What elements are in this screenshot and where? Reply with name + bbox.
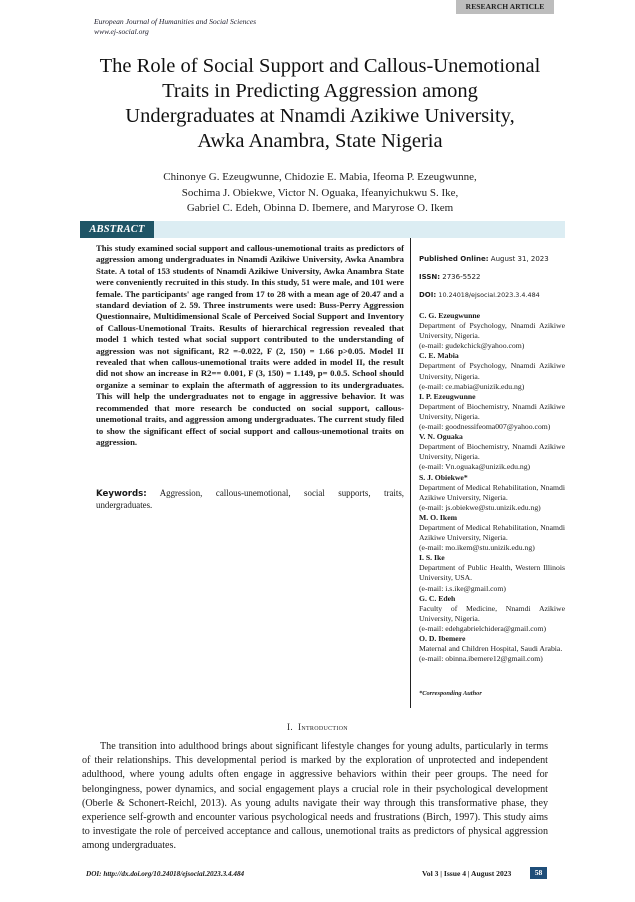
page-number: 58 — [530, 867, 547, 879]
affiliation-name: M. O. Ikem — [419, 512, 458, 522]
title-line: Awka Anambra, State Nigeria — [197, 130, 443, 152]
journal-name: European Journal of Humanities and Social Sciences — [94, 17, 257, 26]
affiliation-name: C. E. Mabia — [419, 351, 459, 361]
affiliation-email[interactable]: (e-mail: goodnessifeoma007@yahoo.com) — [419, 422, 551, 432]
introduction-paragraph: The transition into adulthood brings about significant lifestyle changes for young adults, particularly in terms of their relationships. This developmental period is marked by the exploration of unprotected and independent adulthood, where young adults often engage in aggressive behaviors within their peer groups. The need for belongingness, power dynamics, and social engagement plays a crucial role in their psychological development (Oberle & Schonert-Reichl, 2013). As young adults navigate their way through this transformative phase, they experience self-growth and encounter various psychological needs and frustrations (Birch, 1997). This study aims to investigate the role of perceived acceptance and callous, unemotional traits as predictors of physical aggression among undergraduates. — [82, 741, 548, 852]
affiliation-dept: Department of Biochemistry, Nnamdi Azikiwe University, Nigeria. — [419, 442, 565, 462]
affiliation-entry — [419, 392, 565, 432]
doi-label: DOI: — [419, 291, 437, 299]
authors-line: Gabriel C. Edeh, Obinna D. Ibemere, and Maryrose O. Ikem — [186, 202, 454, 214]
title-line: Traits in Predicting Aggression among — [162, 80, 478, 102]
affiliation-dept: Department of Medical Rehabilitation, Nnamdi Azikiwe University, Nigeria. — [419, 482, 565, 502]
paper-title — [60, 54, 580, 154]
affiliation-dept: Faculty of Medicine, Nnamdi Azikiwe University, Nigeria. — [419, 603, 565, 623]
affiliation-email[interactable]: (e-mail: ce.mabia@unizik.edu.ng) — [419, 381, 525, 391]
affiliation-entry — [419, 553, 565, 593]
affiliation-name: S. J. Obiekwe* — [419, 472, 468, 482]
section-title: Introduction — [298, 722, 348, 732]
affiliation-dept: Department of Psychology, Nnamdi Azikiwe University, Nigeria. — [419, 321, 565, 341]
journal-header — [94, 17, 256, 36]
affiliation-dept: Department of Public Health, Western Illinois University, USA. — [419, 563, 565, 583]
title-line: Undergraduates at Nnamdi Azikiwe University, — [125, 105, 515, 127]
keywords — [96, 488, 404, 511]
authors-line: Chinonye G. Ezeugwunne, Chidozie E. Mabia, Ifeoma P. Ezeugwunne, — [163, 171, 477, 183]
keywords-value: Aggression, callous-unemotional, social supports, traits, undergraduates. — [96, 488, 405, 510]
published-online — [419, 255, 565, 264]
affiliation-entry — [419, 473, 565, 513]
affiliation-email[interactable]: (e-mail: mo.ikem@stu.unizik.edu.ng) — [419, 543, 535, 553]
publication-meta — [419, 255, 565, 309]
author-list — [100, 170, 540, 217]
abstract-text: This study examined social support and callous-unemotional traits as predictors of aggression among undergraduates in Nnamdi Azikiwe University, Awka Anambra State. A total of 153 students of Nnamdi Azikiwe University, Awka Anambra State were conveniently recruited in this study. In this study, 51 were male, and 101 were female. The participants' age ranged from 17 to 28 with a mean age of 20.47 and a standard deviation of 2. 59. Three instruments were used: Buss-Perry Aggression Questionnaire, Multidimensional Scale of Perceived Social Support and Inventory of Callous-Unemotional Traits. Results of hierarchical regression revealed that model 1 which tested what social support contributed to the understanding of aggression was not significant, R2 =-0.022, F (2, 150) = 1.66 p>0.05. Model II revealed that when callous-unemotional traits were added in model II, the result did not show an increase in R2== 0.001, F (3, 150) = 1.149, p= 0.0.5. School should organize a seminar to explain the aftermath of aggression to its undergraduates. This will help the undergraduates not to engage in aggressive behavior. It was recommended that more research be conducted on social support, callous-unemotional traits, and aggression among undergraduates. The current study filed to show the significant effect of social support and callous-unemotional traits on aggression. — [96, 243, 404, 447]
affiliation-entry — [419, 311, 565, 351]
affiliation-name: C. G. Ezeugwunne — [419, 311, 481, 320]
issn — [419, 273, 565, 282]
section-numeral: I. — [287, 722, 293, 732]
article-type-badge: RESEARCH ARTICLE — [456, 0, 554, 14]
affiliation-entry — [419, 513, 565, 553]
authors-line: Sochima J. Obiekwe, Victor N. Oguaka, Ifeanyichukwu S. Ike, — [181, 186, 459, 199]
affiliation-name: O. D. Ibemere — [419, 634, 466, 643]
issn-value: 2736-5522 — [442, 273, 481, 281]
column-divider — [410, 238, 411, 708]
affiliation-email[interactable]: (e-mail: obinna.ibemere12@gmail.com) — [419, 654, 543, 664]
affiliation-entry — [419, 432, 565, 472]
affiliation-dept: Department of Biochemistry, Nnamdi Azikiwe University, Nigeria. — [419, 401, 565, 421]
affiliation-email[interactable]: (e-mail: edehgabrielchidera@gmail.com) — [419, 623, 547, 633]
affiliation-entry — [419, 594, 565, 634]
published-value: August 31, 2023 — [490, 255, 549, 263]
issn-label: ISSN: — [419, 273, 441, 281]
affiliation-email[interactable]: (e-mail: i.s.ike@gmail.com) — [419, 583, 506, 593]
footer-doi-link[interactable]: DOI: http://dx.doi.org/10.24018/ejsocial.2023.3.4.484 — [86, 870, 245, 878]
author-affiliations — [419, 311, 565, 664]
affiliation-name: G. C. Edeh — [419, 593, 456, 603]
title-line: The Role of Social Support and Callous-Unemotional — [99, 55, 541, 77]
journal-url[interactable]: www.ej-social.org — [94, 26, 149, 36]
affiliation-dept: Department of Psychology, Nnamdi Azikiwe University, Nigeria. — [419, 361, 565, 381]
section-heading-introduction — [0, 722, 635, 732]
published-label: Published Online: — [419, 255, 489, 263]
affiliation-entry — [419, 351, 565, 391]
affiliation-name: V. N. Oguaka — [419, 432, 463, 442]
affiliation-name: I. S. Ike — [419, 553, 445, 563]
keywords-label: Keywords: — [96, 489, 147, 499]
affiliation-email[interactable]: (e-mail: Vn.oguaka@unizik.edu.ng) — [419, 462, 531, 472]
affiliation-dept: Maternal and Children Hospital, Saudi Arabia. — [419, 644, 563, 654]
affiliation-entry — [419, 634, 565, 664]
affiliation-email[interactable]: (e-mail: gudekchick@yahoo.com) — [419, 341, 525, 351]
abstract-label: ABSTRACT — [80, 221, 154, 238]
doi-value[interactable]: 10.24018/ejsocial.2023.3.4.484 — [438, 291, 540, 299]
footer-volume-info: Vol 3 | Issue 4 | August 2023 — [422, 869, 512, 878]
affiliation-name: I. P. Ezeugwunne — [419, 391, 476, 401]
affiliation-dept: Department of Medical Rehabilitation, Nnamdi Azikiwe University, Nigeria. — [419, 522, 565, 543]
affiliation-email[interactable]: (e-mail: js.obiekwe@stu.unizik.edu.ng) — [419, 502, 541, 512]
doi — [419, 291, 565, 300]
corresponding-author-note: *Corresponding Author — [419, 690, 482, 697]
